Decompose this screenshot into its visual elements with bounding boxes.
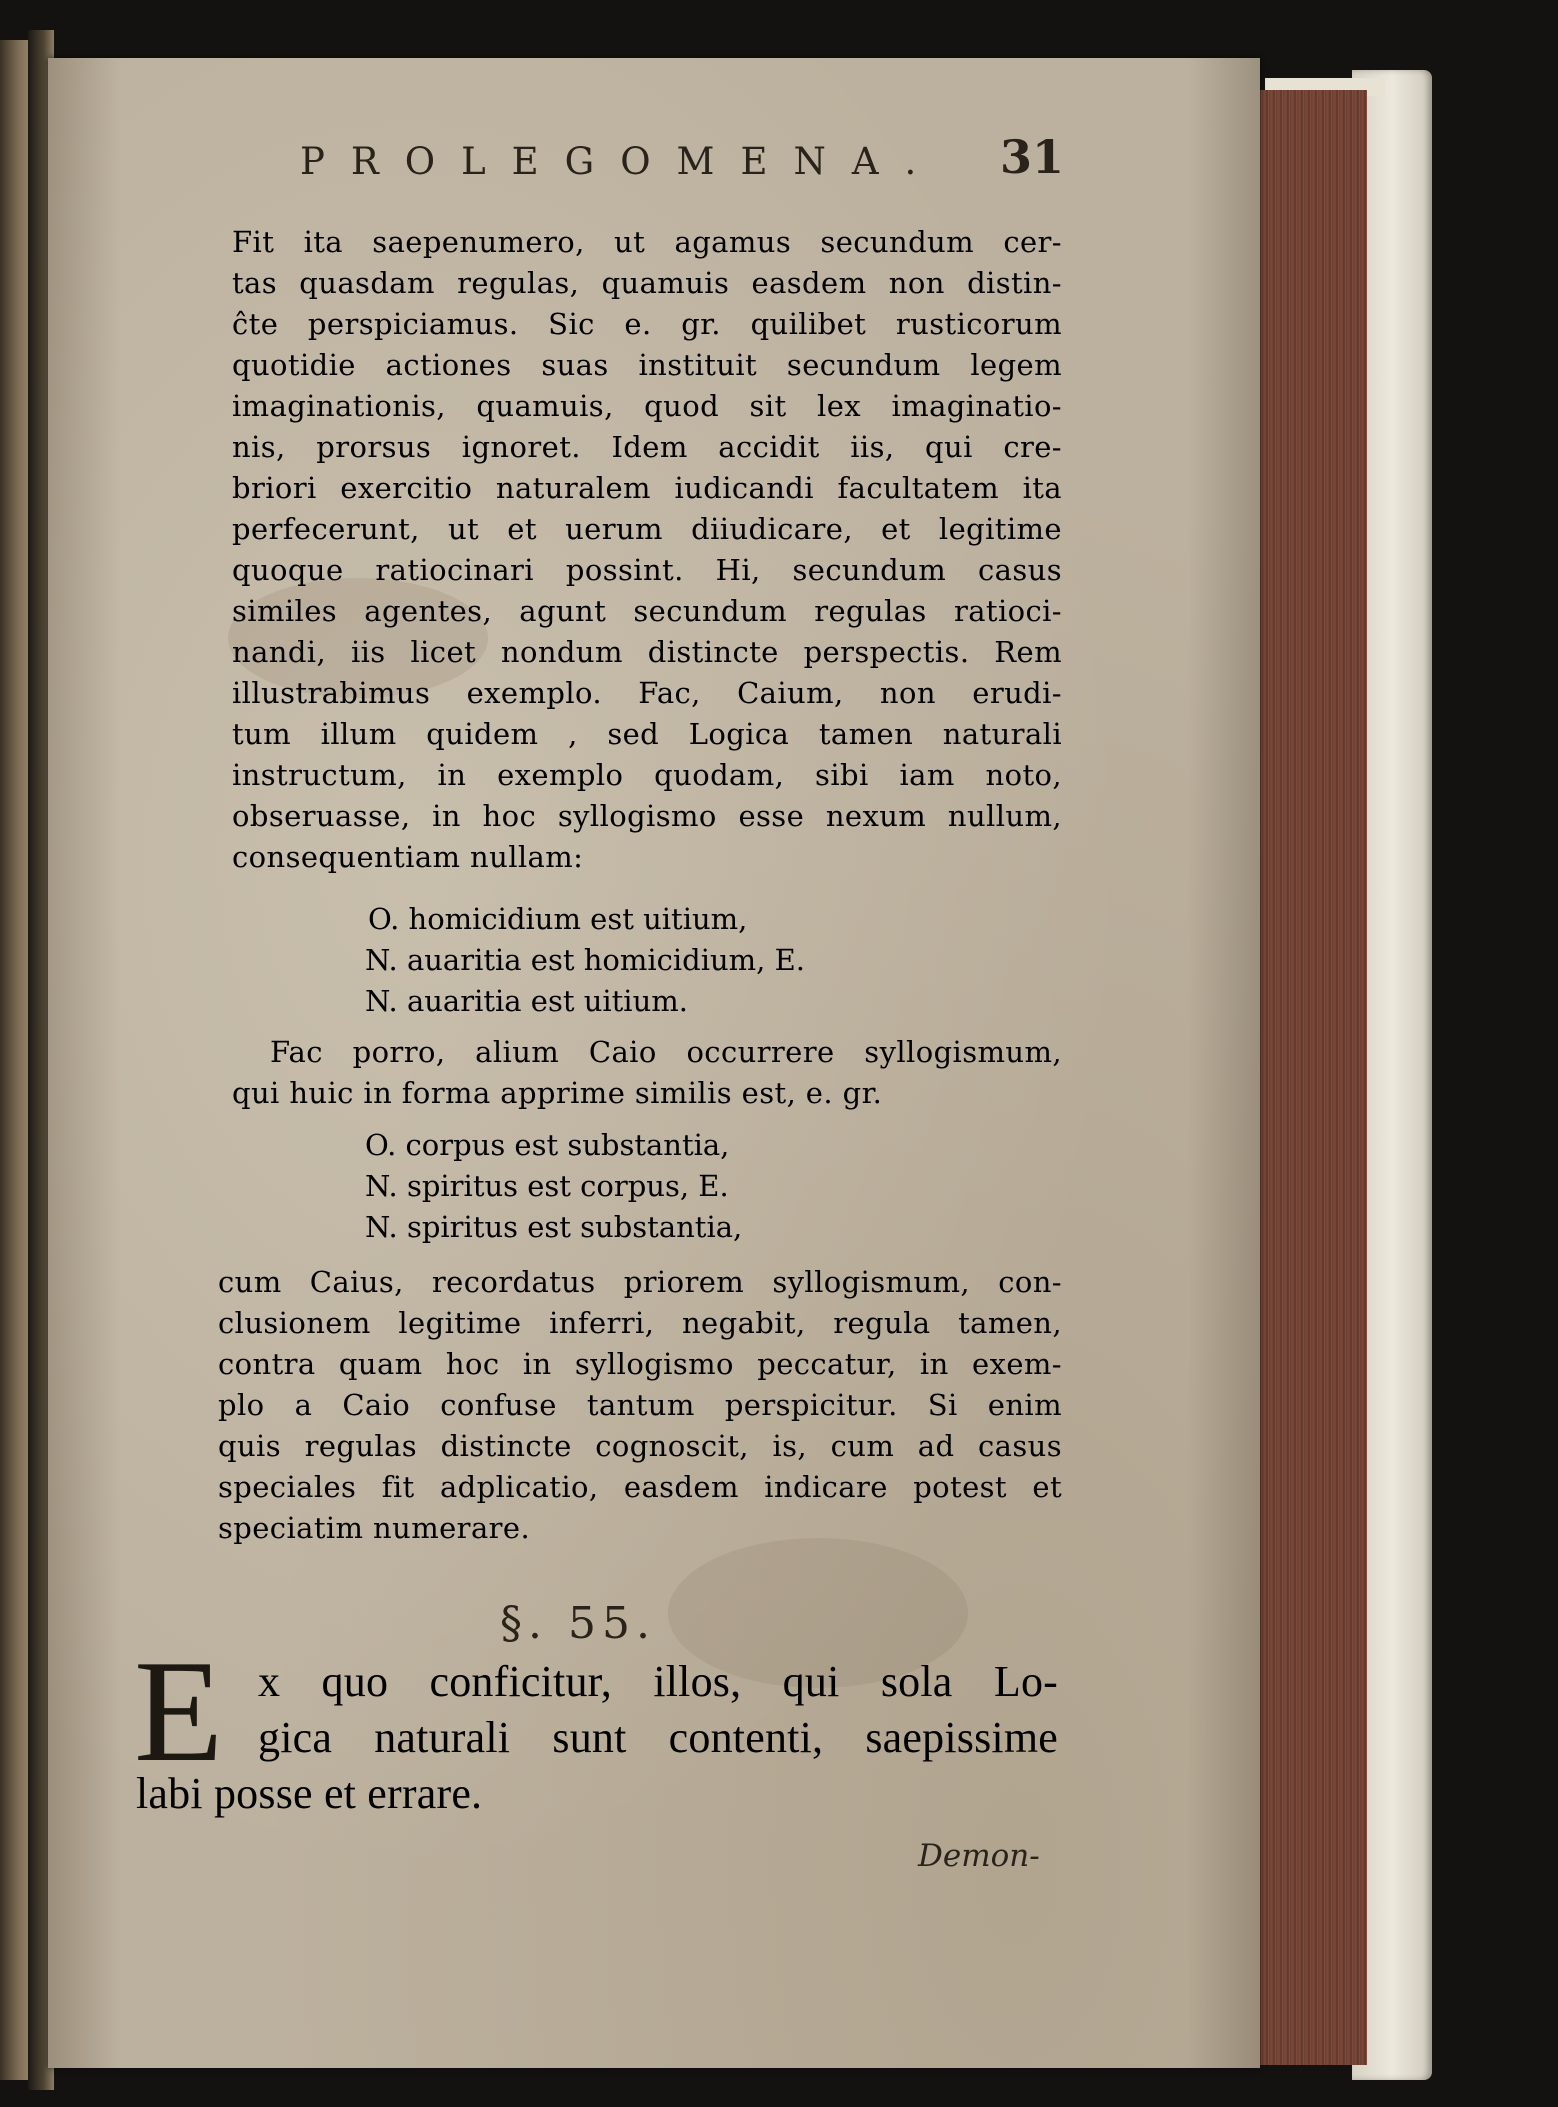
catchword: Demon- bbox=[918, 1838, 1040, 1874]
text-line: instructum, in exemplo quodam, sibi iam noto, bbox=[232, 758, 1062, 792]
text-line: quis regulas distincte cognoscit, is, cum ad casus bbox=[218, 1429, 1062, 1463]
syllogism-line: N. auaritia est homicidium, E. bbox=[365, 943, 805, 977]
running-head: PROLEGOMENA. bbox=[300, 140, 943, 183]
text-line: similes agentes, agunt secundum regulas ratioci- bbox=[232, 594, 1062, 628]
text-line: quotidie actiones suas instituit secundum legem bbox=[232, 348, 1062, 382]
page-fore-edge bbox=[1252, 90, 1367, 2065]
text-line: speciatim numerare. bbox=[218, 1511, 531, 1545]
text-line: illustrabimus exemplo. Fac, Caium, non erudi- bbox=[232, 676, 1062, 710]
theorem-line: labi posse et errare. bbox=[136, 1769, 483, 1818]
text-line: briori exercitio naturalem iudicandi facultatem ita bbox=[232, 471, 1062, 505]
text-line: Fit ita saepenumero, ut agamus secundum cer- bbox=[232, 225, 1062, 259]
text-line: imaginationis, quamuis, quod sit lex imaginatio- bbox=[232, 389, 1062, 423]
text-line: perfecerunt, ut et uerum diiudicare, et legitime bbox=[232, 512, 1062, 546]
drop-cap: E bbox=[134, 1630, 224, 1792]
text-line: consequentiam nullam: bbox=[232, 840, 584, 874]
text-line: Fac porro, alium Caio occurrere syllogismum, bbox=[270, 1035, 1062, 1069]
syllogism-line: N. spiritus est substantia, bbox=[365, 1210, 743, 1244]
page-number: 31 bbox=[1000, 130, 1065, 184]
text-line: ĉte perspiciamus. Sic e. gr. quilibet rusticorum bbox=[232, 307, 1062, 341]
text-line: clusionem legitime inferri, negabit, regula tamen, bbox=[218, 1306, 1062, 1340]
text-line: cum Caius, recordatus priorem syllogismum, con- bbox=[218, 1265, 1062, 1299]
syllogism-line: O. homicidium est uitium, bbox=[368, 902, 748, 936]
text-line: tum illum quidem , sed Logica tamen naturali bbox=[232, 717, 1062, 751]
syllogism-line: O. corpus est substantia, bbox=[365, 1128, 730, 1162]
text-line: nandi, iis licet nondum distincte perspectis. Rem bbox=[232, 635, 1062, 669]
text-line: tas quasdam regulas, quamuis easdem non distin- bbox=[232, 266, 1062, 300]
text-line: contra quam hoc in syllogismo peccatur, in exem- bbox=[218, 1347, 1062, 1381]
text-line: qui huic in forma apprime similis est, e. gr. bbox=[232, 1076, 883, 1110]
text-line: obseruasse, in hoc syllogismo esse nexum nullum, bbox=[232, 799, 1062, 833]
syllogism-line: N. spiritus est corpus, E. bbox=[365, 1169, 729, 1203]
text-line: nis, prorsus ignoret. Idem accidit iis, qui cre- bbox=[232, 430, 1062, 464]
text-line: quoque ratiocinari possint. Hi, secundum casus bbox=[232, 553, 1062, 587]
text-line: speciales fit adplicatio, easdem indicare potest et bbox=[218, 1470, 1062, 1504]
theorem-line: gica naturali sunt contenti, saepissime bbox=[258, 1713, 1058, 1762]
syllogism-line: N. auaritia est uitium. bbox=[365, 984, 688, 1018]
theorem-line: x quo conficitur, illos, qui sola Lo- bbox=[258, 1657, 1058, 1706]
text-line: plo a Caio confuse tantum perspicitur. Si enim bbox=[218, 1388, 1062, 1422]
section-number: §. 55. bbox=[500, 1598, 656, 1649]
